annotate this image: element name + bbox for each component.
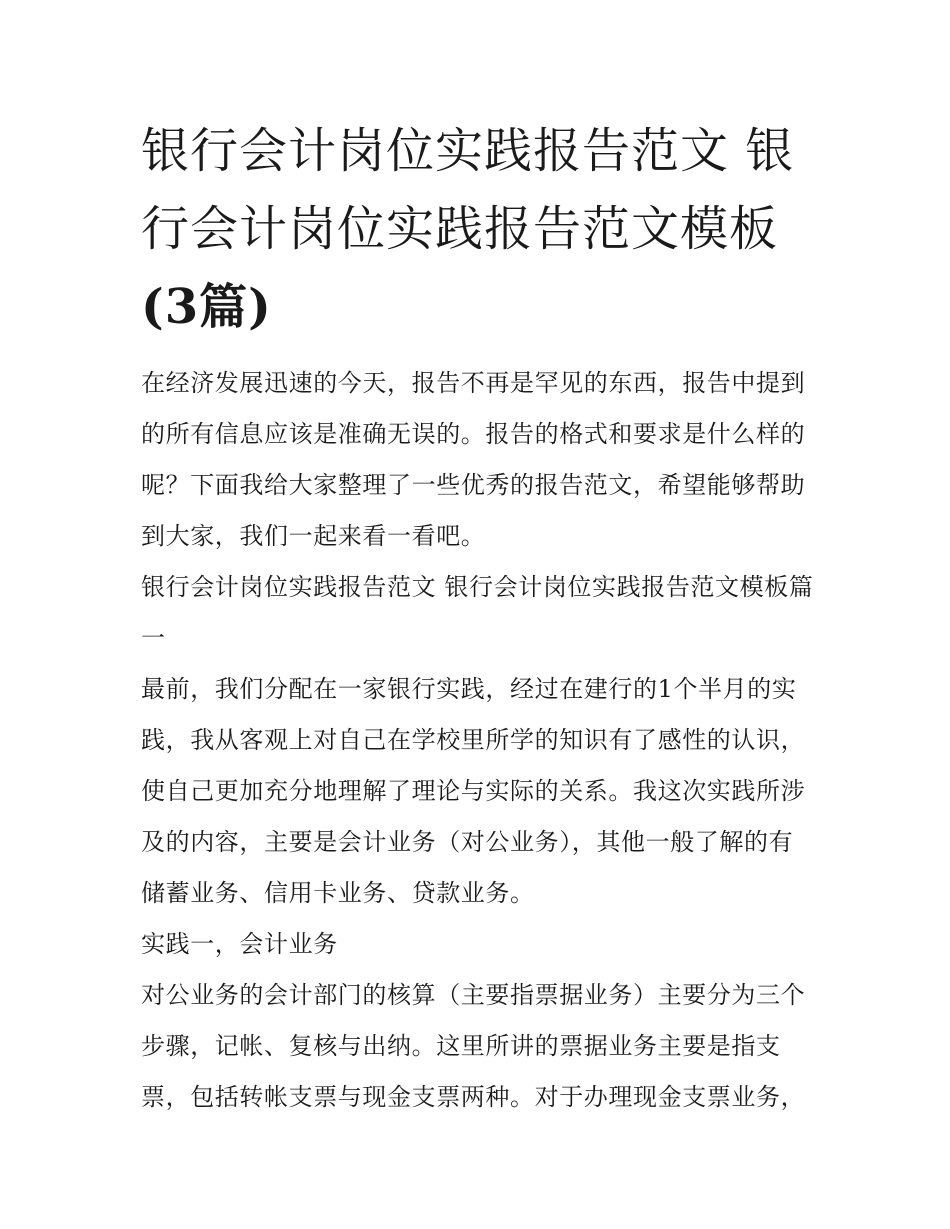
title-count: (3篇)	[141, 279, 272, 335]
title-text: 银行会计岗位实践报告范文 银行会计岗位实践报告范文模板	[141, 123, 795, 257]
subsection-heading-accounting: 实践一，会计业务	[141, 930, 338, 958]
body-paragraph: 对公业务的会计部门的核算（主要指票据业务）主要分为三个步骤，记帐、复核与出纳。这里所讲的票据业务主要是指支票，包括转帐支票与现金支票两种。对于办理现金支票业务，	[141, 981, 806, 1111]
document-page	[141, 112, 816, 1123]
section-heading-part-one: 银行会计岗位实践报告范文 银行会计岗位实践报告范文模板篇一	[141, 573, 814, 652]
intro-paragraph: 在经济发展迅速的今天，报告不再是罕见的东西，报告中提到的所有信息应该是准确无误的。报告的格式和要求是什么样的呢？下面我给大家整理了一些优秀的报告范文，希望能够帮助到大家，我们一起来看一看吧。	[141, 369, 806, 550]
document-title	[141, 112, 816, 346]
body-paragraph: 最前，我们分配在一家银行实践，经过在建行的1个半月的实践，我从客观上对自己在学校里所学的知识有了感性的认识，使自己更加充分地理解了理论与实际的关系。我这次实践所涉及的内容，主要是会计业务（对公业务），其他一般了解的有储蓄业务、信用卡业务、贷款业务。	[141, 675, 806, 907]
